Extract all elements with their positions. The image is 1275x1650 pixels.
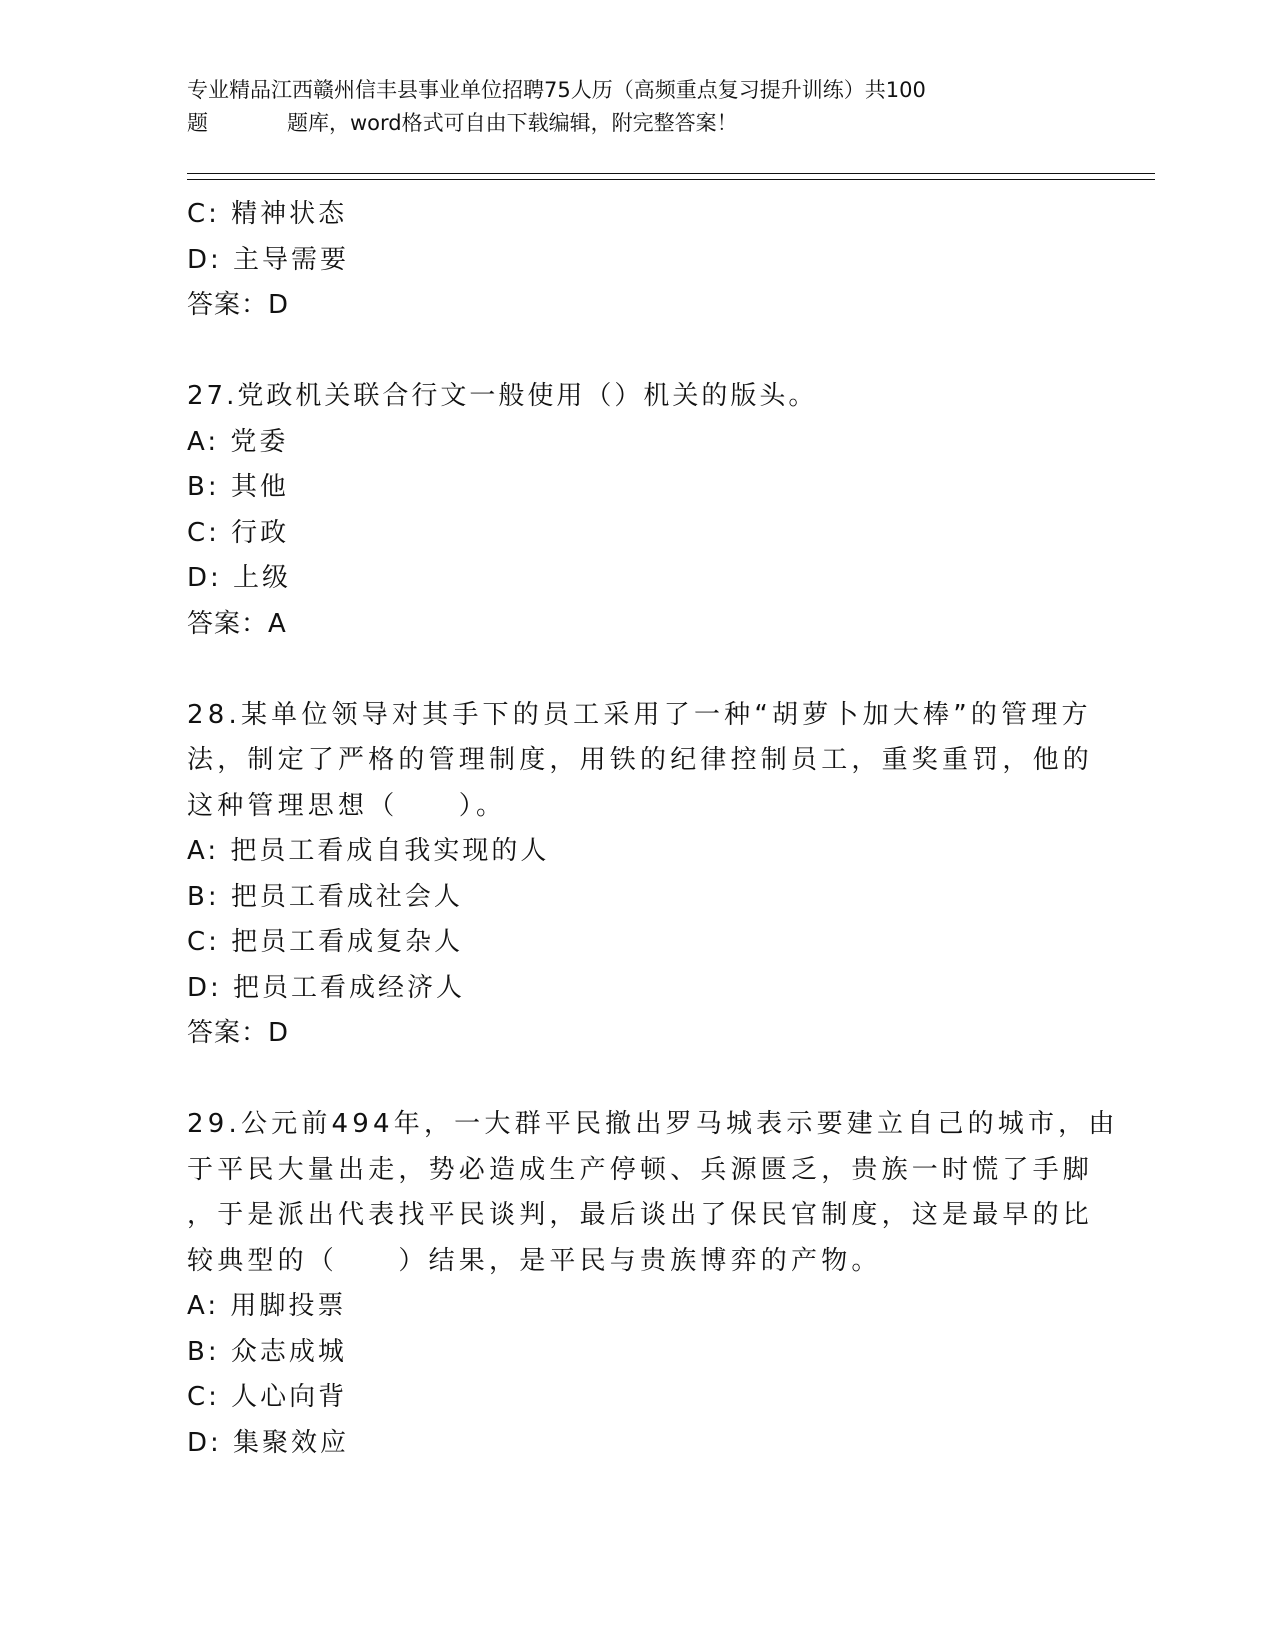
header-rule-top (187, 173, 1155, 174)
option-line: A: 用脚投票 (187, 1291, 347, 1321)
option-line: B: 众志成城 (187, 1336, 347, 1367)
question-stem-line: 较典型的（ ）结果，是平民与贵族博弈的产物。 (187, 1245, 882, 1276)
option-line: D: 集聚效应 (187, 1427, 350, 1458)
question-stem-line: 29.公元前494年，一大群平民撤出罗马城表示要建立自己的城市，由 (187, 1109, 1119, 1139)
answer-line: 答案：A (187, 608, 287, 639)
question-stem (187, 1102, 1119, 1284)
question-stem-line: 28.某单位领导对其手下的员工采用了一种“胡萝卜加大棒”的管理方 (187, 699, 1092, 730)
header-title-line2-right: 题库，word格式可自由下载编辑，附完整答案！ (287, 111, 738, 135)
header-rule-bottom (187, 179, 1155, 180)
header-title-line2-left: 题 (187, 111, 208, 135)
option-line: B: 其他 (187, 472, 289, 502)
option-line: B: 把员工看成社会人 (187, 881, 463, 912)
question-content (187, 192, 1119, 1466)
option-line: D: 主导需要 (187, 244, 350, 275)
answer-line: 答案：D (187, 1018, 290, 1048)
question-stem-line: 法，制定了严格的管理制度，用铁的纪律控制员工，重奖重罚，他的 (187, 745, 1094, 775)
question-stem-line: ，于是派出代表找平民谈判，最后谈出了保民官制度，这是最早的比 (187, 1200, 1094, 1230)
question-stem-line: 这种管理思想（ ）。 (187, 790, 507, 821)
option-line: C: 把员工看成复杂人 (187, 927, 464, 957)
question-stem: 27.党政机关联合行文一般使用（）机关的版头。 (187, 381, 818, 411)
option-line: C: 行政 (187, 517, 290, 548)
option-line: D: 上级 (187, 563, 292, 593)
header-title-line1: 专业精品江西赣州信丰县事业单位招聘75人历（高频重点复习提升训练）共100 (187, 78, 926, 102)
option-line: C: 精神状态 (187, 199, 348, 229)
answer-line: 答案：D (187, 290, 290, 320)
page-header (187, 74, 1067, 140)
header-title-line2 (187, 107, 1067, 140)
option-line: C: 人心向背 (187, 1382, 348, 1412)
question-stem (187, 693, 1094, 830)
option-line: A: 把员工看成自我实现的人 (187, 836, 550, 866)
option-line: A: 党委 (187, 426, 289, 457)
question-stem-line: 于平民大量出走，势必造成生产停顿、兵源匮乏，贵族一时慌了手脚 (187, 1154, 1094, 1185)
option-line: D: 把员工看成经济人 (187, 972, 466, 1003)
